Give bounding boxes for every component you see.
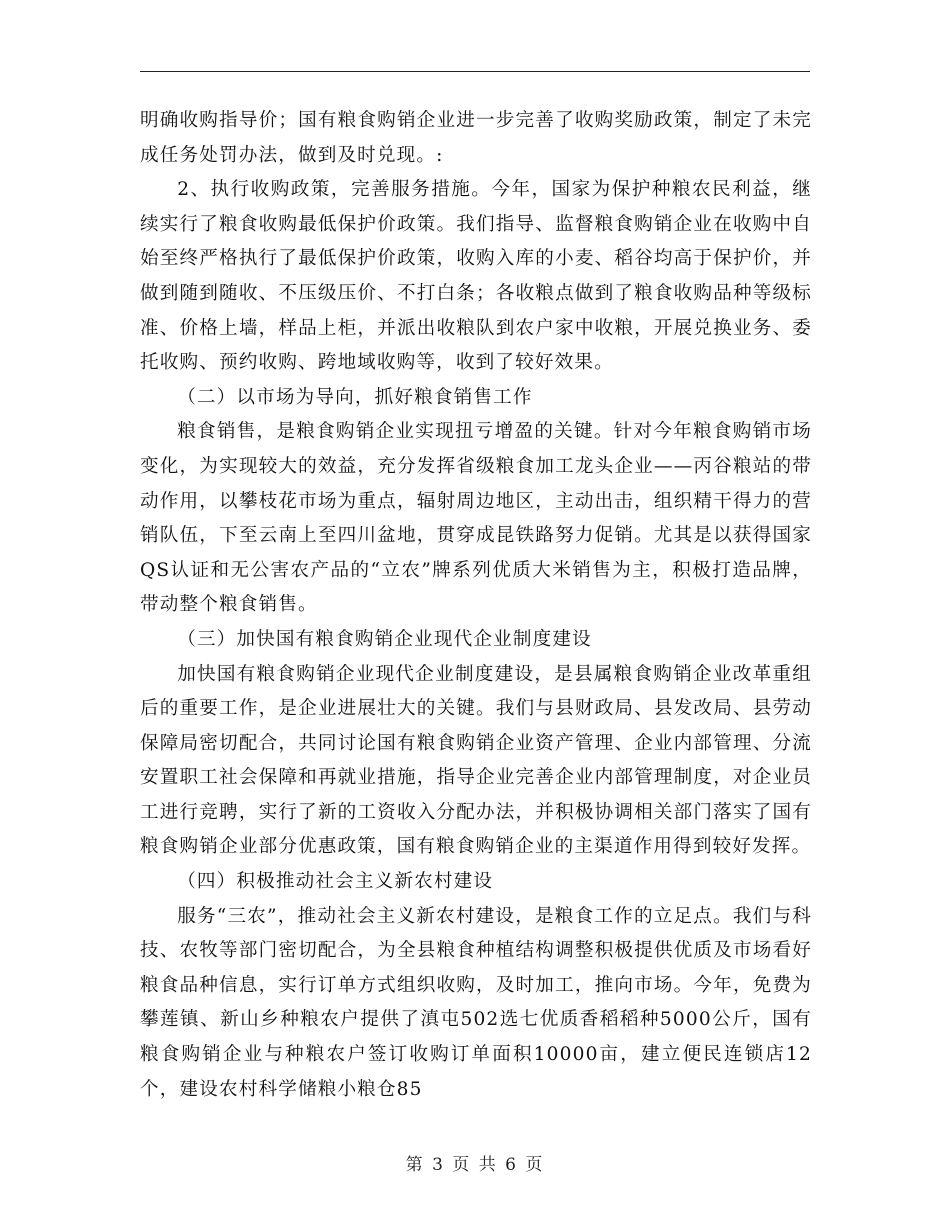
body-text xyxy=(140,104,812,1107)
paragraph-1: 明确收购指导价；国有粮食购销企业进一步完善了收购奖励政策，制定了未完成任务处罚办法，做到及时兑现。: xyxy=(140,110,812,166)
paragraph-5: 服务“三农”，推动社会主义新农村建设，是粮食工作的立足点。我们与科技、农牧等部门密切配合，为全县粮食种植结构调整积极提供优质及市场看好粮食品种信息，实行订单方式组织收购，及时加工，推向市场。今年，免费为攀莲镇、新山乡种粮农户提供了滇屯502选七优质香稻稻种5000公斤，国有粮食购销企业与种粮农户签订收购订单面积10000亩，建立便民连锁店12个，建设农村科学储粮小粮仓85 xyxy=(140,905,812,1100)
paragraph-3: 粮食销售，是粮食购销企业实现扭亏增盈的关键。针对今年粮食购销市场变化，为实现较大的效益，充分发挥省级粮食加工龙头企业——丙谷粮站的带动作用，以攀枝花市场为重点，辐射周边地区，主动出击，组织精干得力的营销队伍，下至云南上至四川盆地，贯穿成昆铁路努力促销。尤其是以获得国家QS认证和无公害农产品的“立农”牌系列优质大米销售为主，积极打造品牌，带动整个粮食销售。 xyxy=(140,421,812,616)
header-rule xyxy=(140,71,810,72)
section-heading-3: （三）加快国有粮食购销企业现代企业制度建设 xyxy=(177,628,592,650)
section-heading-2: （二）以市场为导向，抓好粮食销售工作 xyxy=(177,386,533,408)
paragraph-4: 加快国有粮食购销企业现代企业制度建设，是县属粮食购销企业改革重组后的重要工作，是企业进展壮大的关键。我们与县财政局、县发改局、县劳动保障局密切配合，共同讨论国有粮食购销企业资产管理、企业内部管理、分流安置职工社会保障和再就业措施，指导企业完善企业内部管理制度，对企业员工进行竞聘，实行了新的工资收入分配办法，并积极协调相关部门落实了国有粮食购销企业部分优惠政策，国有粮食购销企业的主渠道作用得到较好发挥。 xyxy=(140,663,812,858)
paragraph-2: 2、执行收购政策，完善服务措施。今年，国家为保护种粮农民利益，继续实行了粮食收购最低保护价政策。我们指导、监督粮食购销企业在收购中自始至终严格执行了最低保护价政策，收购入库的小麦、稻谷均高于保护价，并做到随到随收、不压级压价、不打白条；各收粮点做到了粮食收购品种等级标准、价格上墙，样品上柜，并派出收粮队到农户家中收粮，开展兑换业务、委托收购、预约收购、跨地域收购等，收到了较好效果。 xyxy=(140,179,812,374)
page-number-footer: 第 3 页 共 6 页 xyxy=(405,1155,545,1175)
section-heading-4: （四）积极推动社会主义新农村建设 xyxy=(177,871,494,893)
